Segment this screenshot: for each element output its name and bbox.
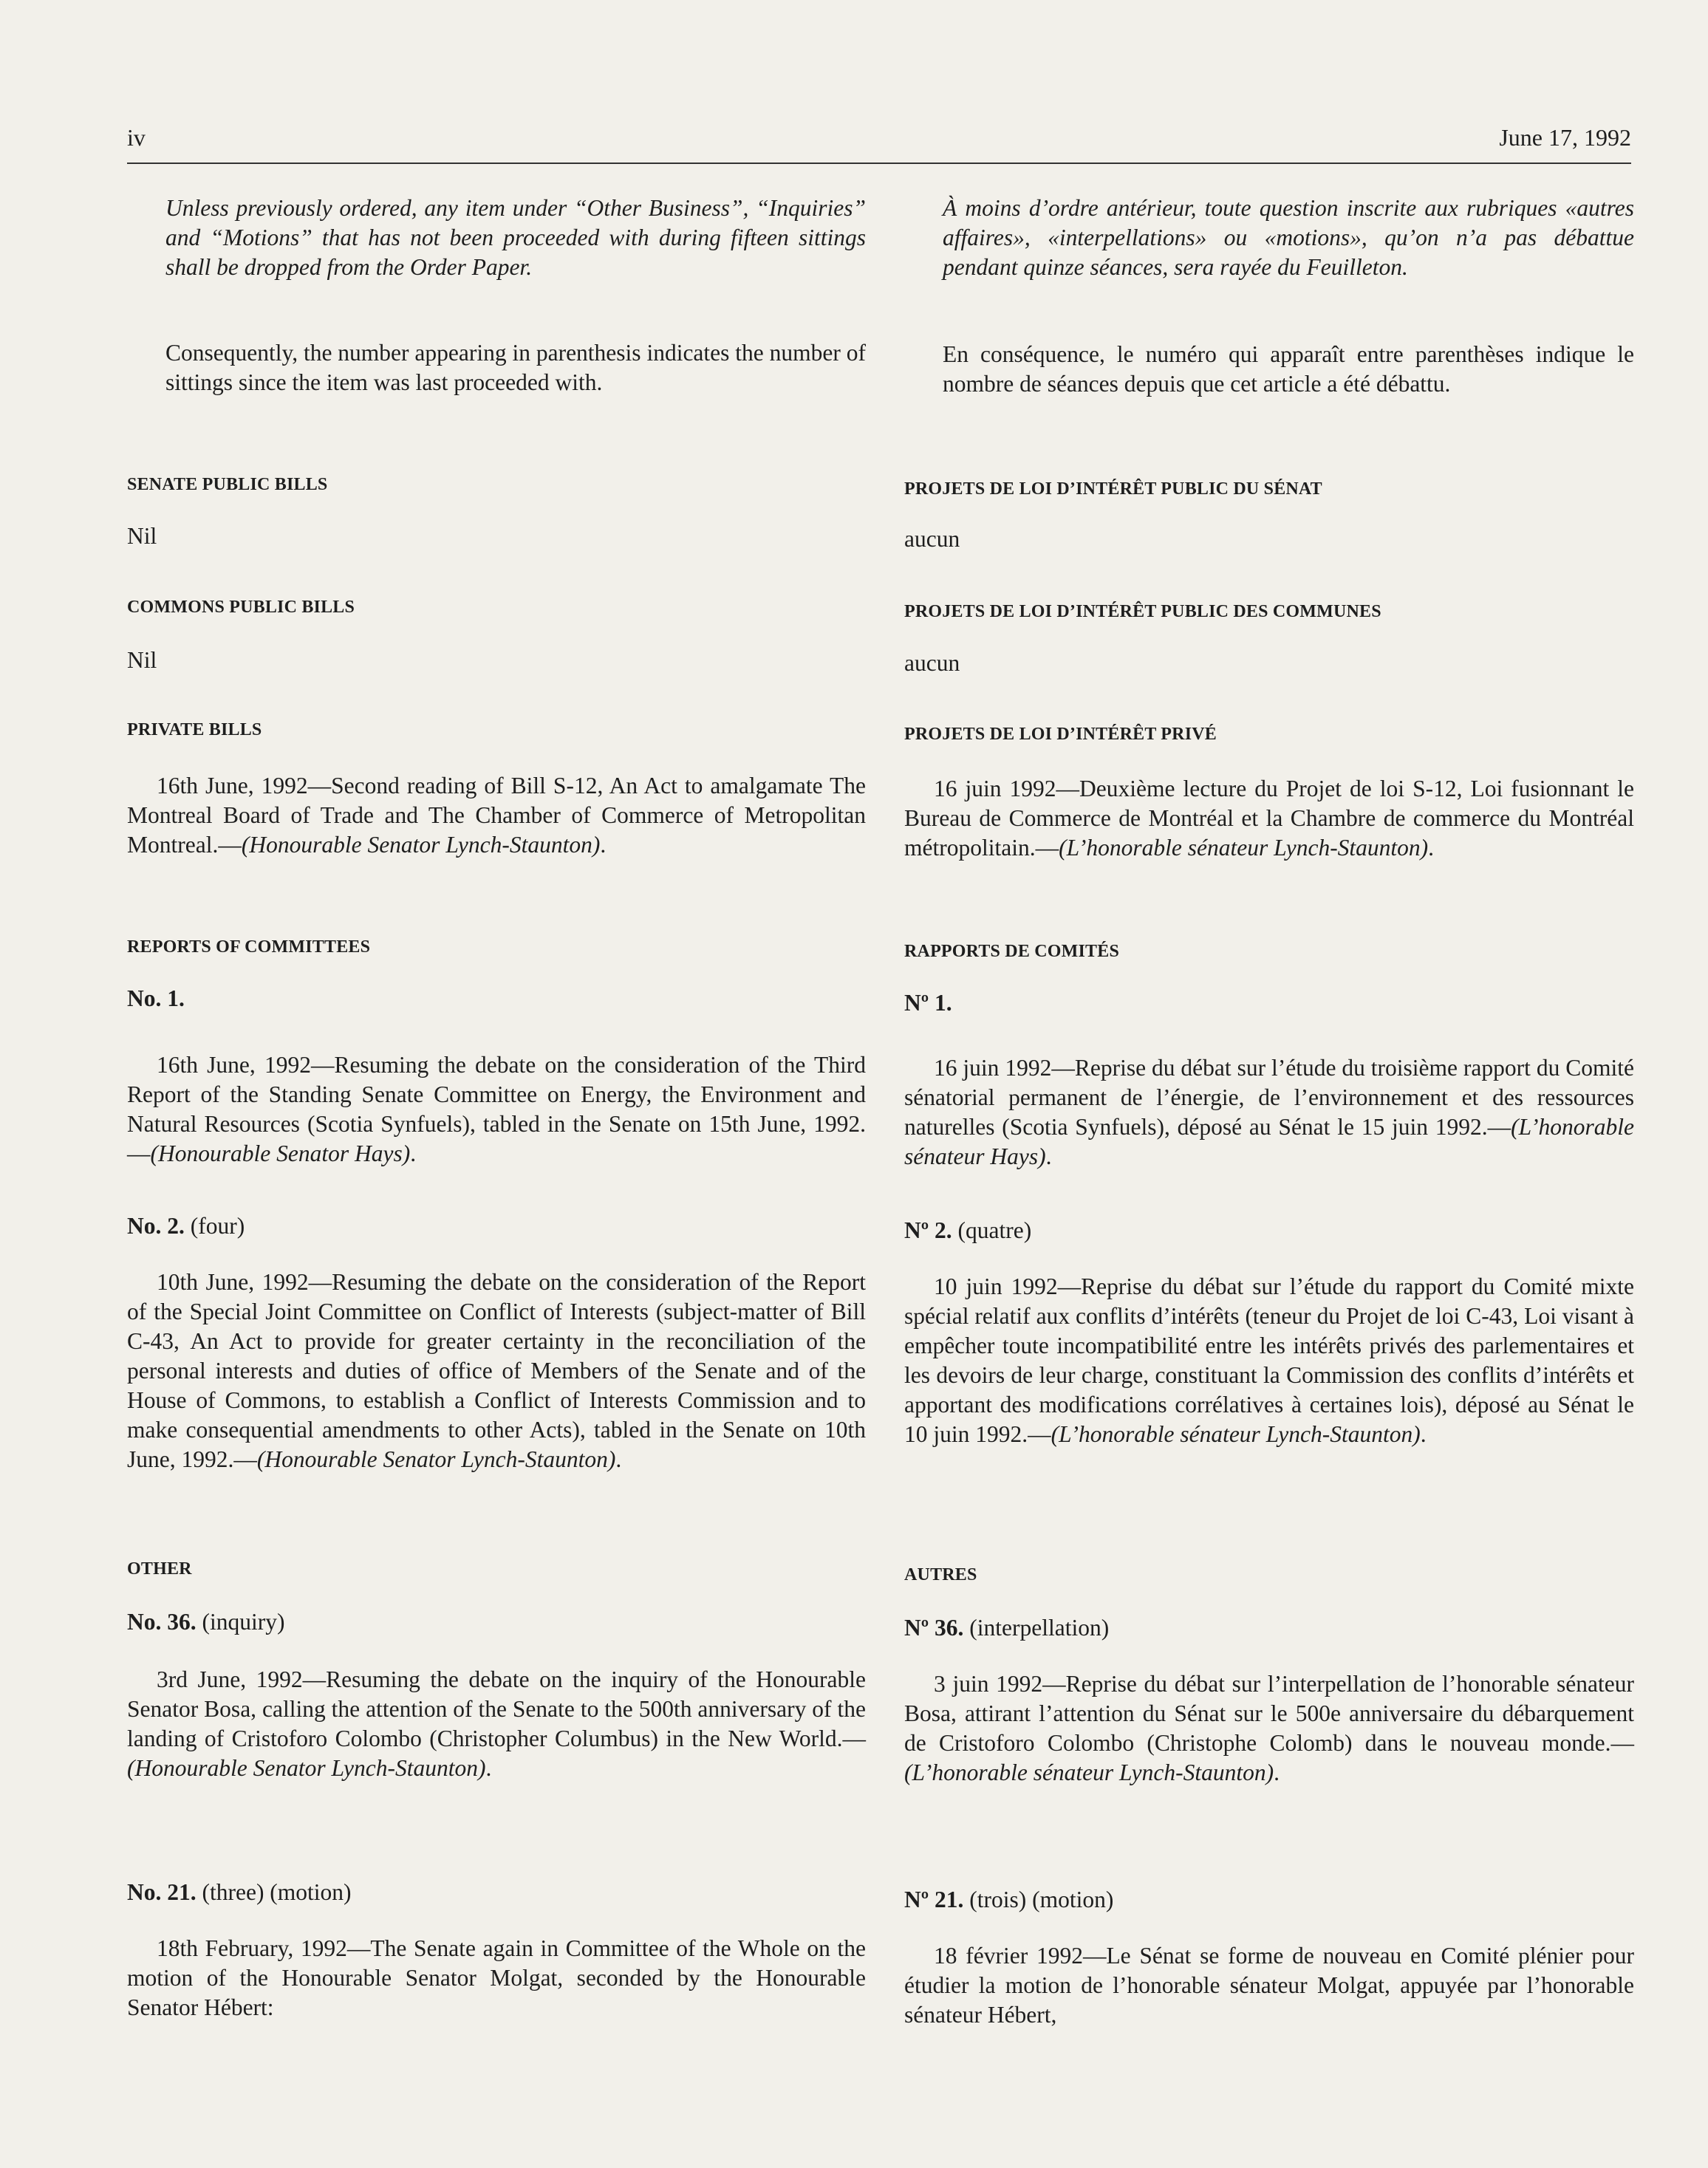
entry-text: 10th June, 1992—Resuming the debate on the consideration of the Report of the Special Joint Committee on Conflict of Interests (subject-matter of Bill C-43, An Act to provide for greater certainty in the reconciliation of the personal interests and duties of office of Members of the Senate and of the House of Commons, to establish a Conflict of Interests Commission and to make consequential amendments to other Acts), tabled in the Senate on 10th June, 1992.— (127, 1269, 866, 1472)
senate-public-bills-value: Nil (127, 523, 157, 549)
page-number: iv (127, 124, 146, 151)
item-count: (interpellation) (969, 1615, 1110, 1641)
entry-end: . (1428, 835, 1435, 861)
report-no2-label (127, 1211, 866, 1241)
entry-text: 16th June, 1992—Resuming the debate on the consideration of the Third Report of the Standing Senate Committee on Energy, the Environment and Natural Resources (Scotia Synfuels), tabled in the Senate on 15th June, 1992.— (127, 1052, 866, 1166)
report-no2-entry (904, 1272, 1634, 1449)
item-number: No. 21. (127, 1879, 197, 1905)
other-no21-label (904, 1885, 1634, 1915)
other-no36-label (904, 1613, 1634, 1643)
other-no36-entry (127, 1665, 866, 1783)
senate-public-bills-value: aucun (904, 526, 960, 552)
intro-paragraph: En conséquence, le numéro qui apparaît entre parenthèses indique le nombre de séances depuis que cet article a été débattu. (943, 341, 1634, 397)
report-no1-entry (127, 1050, 866, 1169)
senate-public-bills-heading: PROJETS DE LOI D’INTÉRÊT PUBLIC DU SÉNAT (904, 479, 1322, 499)
senate-public-bills-heading: SENATE PUBLIC BILLS (127, 475, 328, 494)
other-no21-entry: 18th February, 1992—The Senate again in Committee of the Whole on the motion of the Honourable Senator Molgat, seconded by the Honourable Senator Hébert: (127, 1935, 866, 2020)
item-count: (trois) (motion) (969, 1887, 1114, 1912)
report-no2-entry (127, 1268, 866, 1474)
item-count: (quatre) (957, 1217, 1032, 1243)
other-heading: OTHER (127, 1559, 192, 1579)
entry-sponsor: (L’honorable sénateur Lynch-Staunton) (904, 1760, 1274, 1785)
entry-sponsor: (Honourable Senator Lynch-Staunton) (241, 832, 601, 858)
entry-text: 3 juin 1992—Reprise du débat sur l’interpellation de l’honorable sénateur Bosa, attirant l’attention du Sénat sur le 500e anniversaire du débarquement de Cristoforo Colombo (Christophe Colomb) dans le nouveau monde.— (904, 1671, 1634, 1756)
private-bill-entry (904, 774, 1634, 863)
item-number: Nº 21. (904, 1887, 964, 1912)
other-no21-entry: 18 février 1992—Le Sénat se forme de nouveau en Comité plénier pour étudier la motion de l’honorable sénateur Molgat, appuyée par l’honorable sénateur Hébert, (904, 1943, 1634, 2028)
entry-end: . (410, 1141, 417, 1166)
entry-text: 16 juin 1992—Reprise du débat sur l’étude du troisième rapport du Comité sénatorial permanent de l’énergie, de l’environnement et des ressources naturelles (Scotia Synfuels), déposé au Sénat le 15 juin 1992.— (904, 1055, 1634, 1140)
commons-public-bills-heading: COMMONS PUBLIC BILLS (127, 598, 355, 617)
report-no1-label: No. 1. (127, 985, 185, 1011)
other-no36-entry (904, 1669, 1634, 1788)
other-no36-label (127, 1607, 866, 1637)
commons-public-bills-value: aucun (904, 650, 960, 676)
intro-note: Unless previously ordered, any item under “Other Business”, “Inquiries” and “Motions” that has not been proceeded with during fifteen sittings shall be dropped from the Order Paper. (165, 195, 866, 280)
entry-sponsor: (Honourable Senator Lynch-Staunton) (256, 1446, 616, 1472)
private-bill-entry (127, 771, 866, 860)
report-no1-entry (904, 1053, 1634, 1172)
item-number: Nº 2. (904, 1217, 952, 1243)
entry-text: 16 juin 1992—Deuxième lecture du Projet de loi S-12, Loi fusionnant le Bureau de Commerce de Montréal et la Chambre de commerce du Montréal métropolitain.— (904, 776, 1634, 861)
entry-sponsor: (L’honorable sénateur Lynch-Staunton) (1051, 1421, 1421, 1447)
page-header (127, 124, 1631, 164)
intro-note: À moins d’ordre antérieur, toute question inscrite aux rubriques «autres affaires», «interpellations» ou «motions», qu’on n’a pas débattue pendant quinze séances, sera rayée du Feuilleton. (943, 195, 1634, 280)
report-no2-label (904, 1216, 1634, 1245)
item-number: No. 36. (127, 1609, 197, 1635)
item-count: (inquiry) (202, 1609, 285, 1635)
entry-text: 10 juin 1992—Reprise du débat sur l’étude du rapport du Comité mixte spécial relatif aux conflits d’intérêts (teneur du Projet de loi C-43, Loi visant à empêcher toute incompatibilité entre les intérêts privés des parlementaires et les devoirs de leur charge, constituant la Commission des conflits d’intérêts et apportant des modifications corrélatives à certaines lois), déposé au Sénat le 10 juin 1992.— (904, 1273, 1634, 1447)
entry-sponsor: (Honourable Senator Hays) (150, 1141, 411, 1166)
entry-end: . (600, 832, 607, 858)
item-number: Nº 36. (904, 1615, 964, 1641)
item-number: No. 2. (127, 1213, 185, 1239)
reports-heading: REPORTS OF COMMITTEES (127, 937, 371, 957)
page-date: June 17, 1992 (1499, 124, 1631, 151)
entry-text: 16th June, 1992—Second reading of Bill S-12, An Act to amalgamate The Montreal Board of Trade and The Chamber of Commerce of Metropolitan Montreal.— (127, 773, 866, 858)
other-heading: AUTRES (904, 1565, 977, 1584)
item-count: (three) (motion) (202, 1879, 352, 1905)
entry-end: . (1274, 1760, 1280, 1785)
intro-paragraph: Consequently, the number appearing in parenthesis indicates the number of sittings since the item was last proceeded with. (165, 340, 866, 395)
entry-sponsor: (Honourable Senator Lynch-Staunton) (127, 1755, 486, 1781)
entry-sponsor: (L’honorable sénateur Lynch-Staunton) (1059, 835, 1429, 861)
commons-public-bills-heading: PROJETS DE LOI D’INTÉRÊT PUBLIC DES COMMUNES (904, 602, 1381, 621)
commons-public-bills-value: Nil (127, 647, 157, 673)
other-no21-label (127, 1878, 866, 1907)
item-count: (four) (190, 1213, 245, 1239)
entry-end: . (1420, 1421, 1427, 1447)
reports-heading: RAPPORTS DE COMITÉS (904, 942, 1119, 961)
entry-sponsor: (L’honorable sénateur Hays) (904, 1114, 1634, 1169)
entry-end: . (485, 1755, 492, 1781)
entry-text: 3rd June, 1992—Resuming the debate on the inquiry of the Honourable Senator Bosa, calling the attention of the Senate to the 500th anniversary of the landing of Cristoforo Colombo (Christopher Columbus) in the New World.— (127, 1666, 866, 1751)
private-bills-heading: PROJETS DE LOI D’INTÉRÊT PRIVÉ (904, 725, 1217, 744)
report-no1-label: Nº 1. (904, 990, 952, 1016)
private-bills-heading: PRIVATE BILLS (127, 720, 262, 739)
entry-end: . (1045, 1143, 1052, 1169)
entry-end: . (615, 1446, 622, 1472)
